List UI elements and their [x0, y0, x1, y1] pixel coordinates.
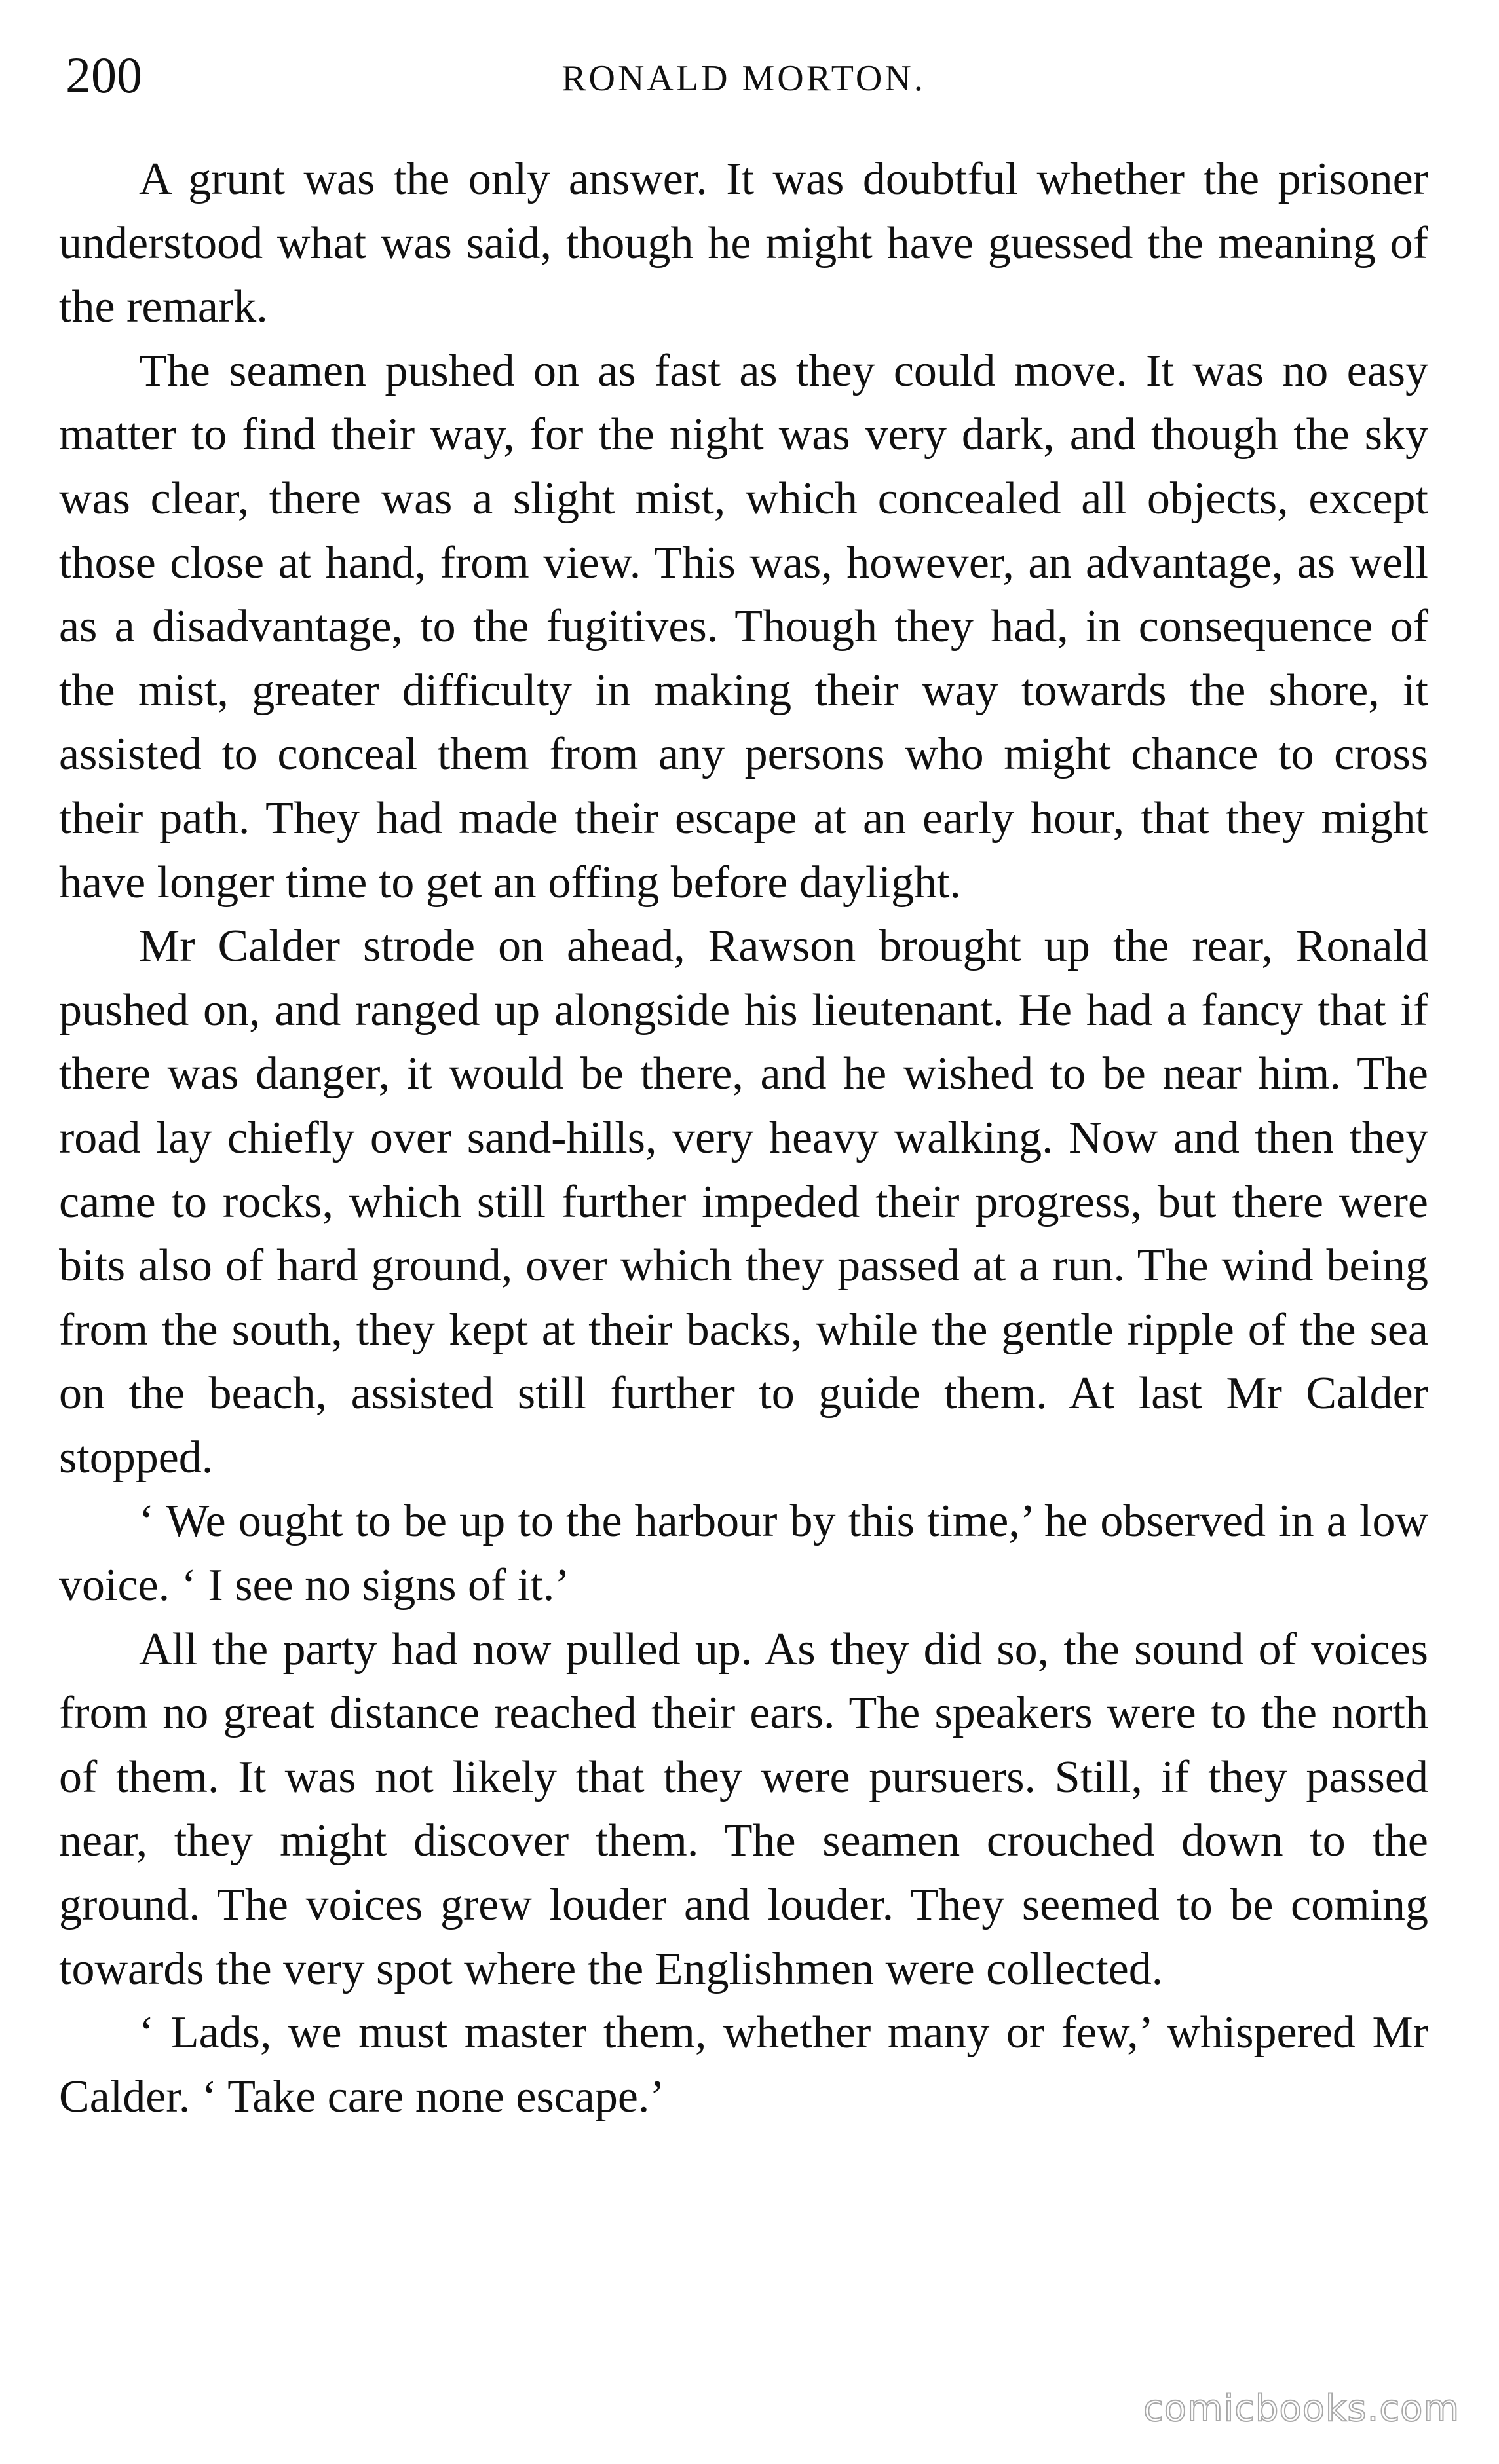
- paragraph: Mr Calder strode on ahead, Rawson brought up the rear, Ronald pushed on, and ranged up alongside his lieutenant. He had a fancy that if there was danger, it would be there, and he wished to be near him. The road lay chiefly over sand-hills, very heavy walking. Now and then they came to rocks, which still further impeded their progress, but there were bits also of hard ground, over which they passed at a run. The wind being from the south, they kept at their backs, while the gentle ripple of the sea on the beach, assisted still further to guide them. At last Mr Calder stopped.: [59, 921, 1428, 1483]
- book-page: [59, 39, 1428, 2122]
- paragraph: The seamen pushed on as fast as they could move. It was no easy matter to find their way, for the night was very dark, and though the sky was clear, there was a slight mist, which concealed all objects, except those close at hand, from view. This was, however, an advantage, as well as a disadvantage, to the fugitives. Though they had, in consequence of the mist, greater difficulty in making their way towards the shore, it assisted to conceal them from any persons who might chance to cross their path. They had made their escape at an early hour, that they might have longer time to get an offing before daylight.: [59, 345, 1428, 908]
- paragraph: ‘ We ought to be up to the harbour by this time,’ he observed in a low voice. ‘ I see no signs of it.’: [59, 1496, 1428, 1611]
- running-head: [59, 39, 1428, 124]
- watermark: comicbooks.com: [1143, 2387, 1460, 2430]
- paragraph: ‘ Lads, we must master them, whether many or few,’ whispered Mr Calder. ‘ Take care none escape.’: [59, 2007, 1428, 2122]
- page-number: 200: [66, 47, 142, 103]
- paragraph: A grunt was the only answer. It was doubtful whether the prisoner understood what was said, though he might have guessed the meaning of the remark.: [59, 154, 1428, 333]
- body-text: [59, 147, 1428, 2129]
- paragraph: All the party had now pulled up. As they did so, the sound of voices from no great distance reached their ears. The speakers were to the north of them. It was not likely that they were pursuers. Still, if they passed near, they might discover them. The seamen crouched down to the ground. The voices grew louder and louder. They seemed to be coming towards the very spot where the Englishmen were collected.: [59, 1624, 1428, 1994]
- running-title: RONALD MORTON.: [561, 58, 926, 99]
